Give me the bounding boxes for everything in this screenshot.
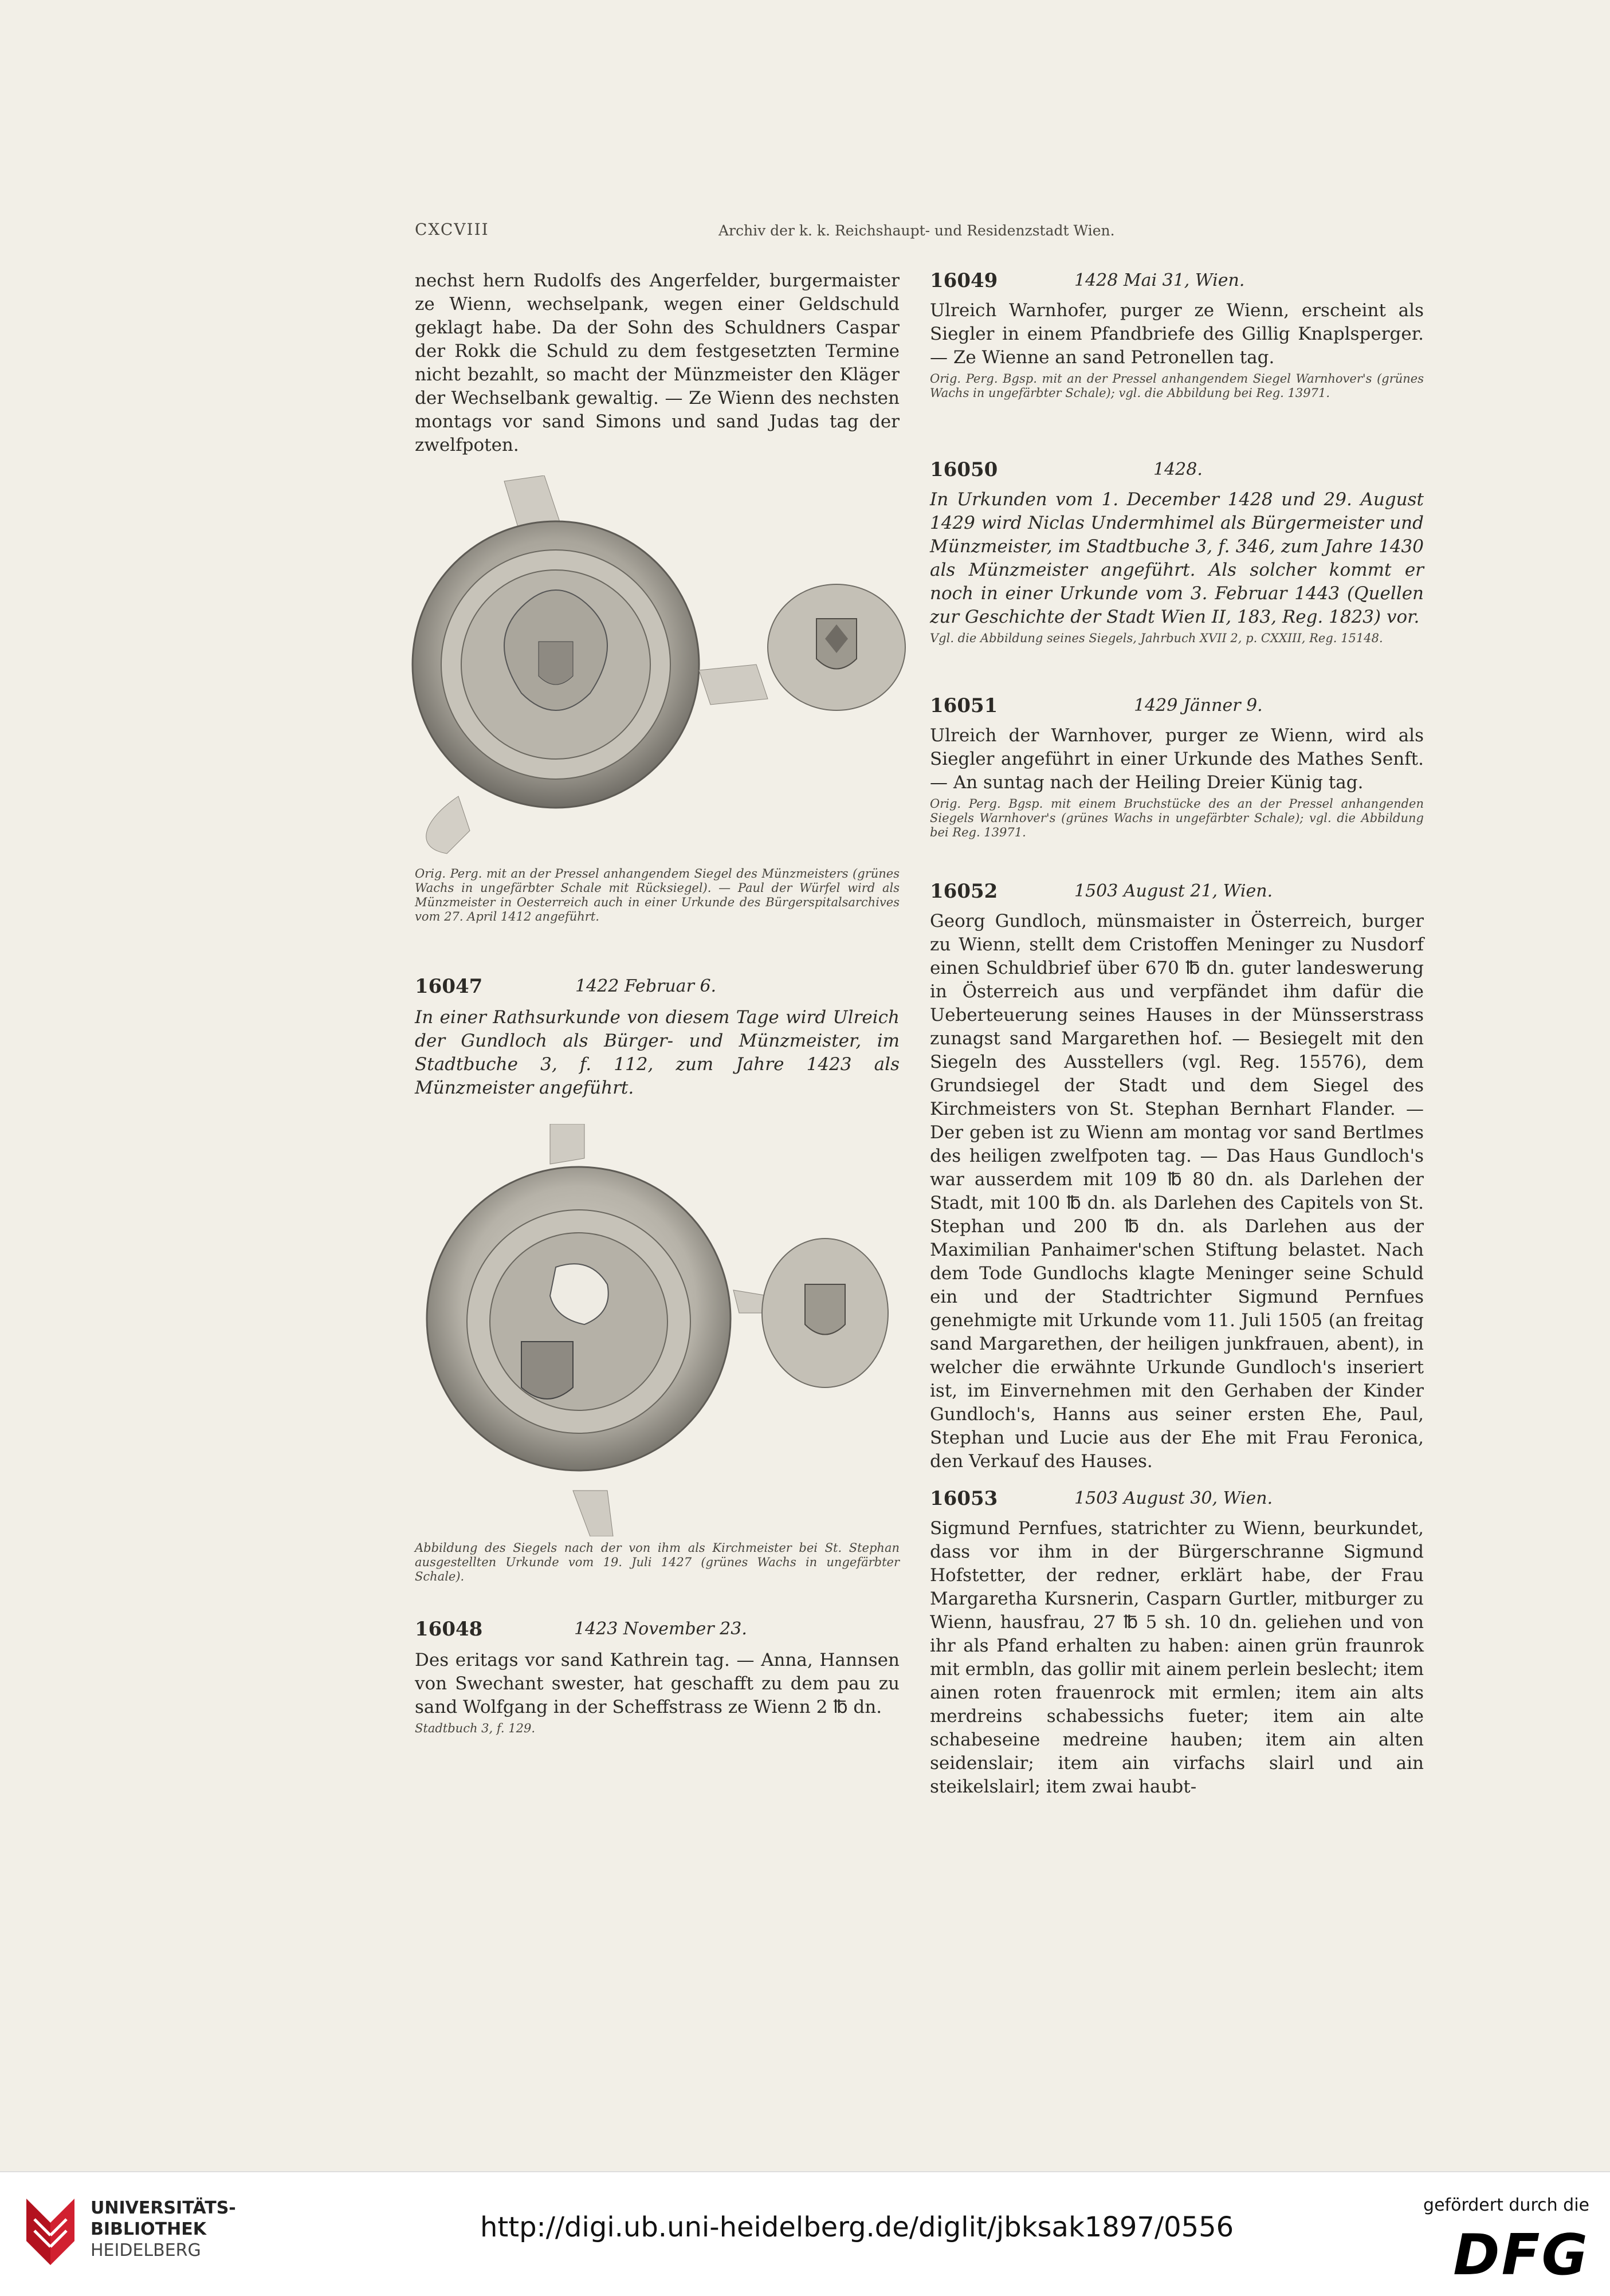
running-title: Archiv der k. k. Reichshaupt- und Residenzstadt Wien.	[718, 222, 1115, 239]
regest-number: 16050	[930, 458, 998, 481]
regest-note: Stadtbuch 3, f. 129.	[415, 1721, 535, 1735]
regest-note: Vgl. die Abbildung seines Siegels, Jahrbuch XVII 2, p. CXXIII, Reg. 15148.	[930, 631, 1383, 645]
regest-note: Orig. Perg. Bgsp. mit einem Bruchstücke des an der Pressel anhangenden Siegels Warnhover's (grünes Wachs in ungefärbter Schale); vgl. die Abbildung bei Reg. 13971.	[930, 797, 1424, 839]
continuation-text: nechst hern Rudolfs des Angerfelder, burgermaister ze Wienn, wechselpank, wegen einer Geldschuld geklagt habe. Da der Sohn des Schuldners Caspar der Rokk die Schuld zu dem festgesetzten Termine nicht bezahlt, so macht der Münzmeister den Kläger der Wechselbank gewaltig. — Ze Wienn des nechsten montags vor sand Simons und sand Judas tag der zwelfpoten.	[415, 270, 900, 455]
running-header	[415, 220, 1120, 245]
regest-text: Des eritags vor sand Kathrein tag. — Anna, Hannsen von Swechant swester, hat geschafft zu dem pau zu sand Wolfgang in der Scheffstrass ze Wienn 2 ℔ dn.	[415, 1650, 900, 1717]
caption-seal-1: Orig. Perg. mit an der Pressel anhangendem Siegel des Münzmeisters (grünes Wachs in ungefärbter Schale mit Rücksiegel). — Paul der Würfel wird als Münzmeister in Oesterreich auch in einer Urkunde des Bürgerspitalsarchives vom 27. April 1412 angeführt.	[415, 867, 900, 923]
regest-heading	[415, 975, 900, 1002]
regest-heading	[930, 269, 1424, 297]
regest-text: In Urkunden vom 1. December 1428 und 29. August 1429 wird Niclas Undermhimel als Bürgermeister und Münzmeister, im Stadtbuche 3, f. 346, zum Jahre 1430 als Münzmeister angeführt. Als solcher kommt er noch in einer Urkunde vom 3. Februar 1443 (Quellen zur Geschichte der Stadt Wien II, 183, Reg. 1823) vor.	[930, 489, 1424, 627]
digitization-footer	[0, 2171, 1610, 2296]
regest-text: Ulreich Warnhofer, purger ze Wienn, erscheint als Siegler in einem Pfandbriefe des Gillig Knaplsperger. — Ze Wienne an sand Petronellen tag.	[930, 300, 1424, 368]
dfg-logo: DFG	[1453, 2223, 1589, 2288]
regest-date: 1429 Jänner 9.	[1134, 695, 1263, 715]
seal-figure-1	[390, 475, 917, 865]
regest-16048	[415, 1618, 900, 1736]
caption-seal-2: Abbildung des Siegels nach der von ihm als Kirchmeister bei St. Stephan ausgestellten Urkunde vom 19. Juli 1427 (grünes Wachs in ungefärbter Schale).	[415, 1541, 900, 1583]
regest-text: In einer Rathsurkunde von diesem Tage wird Ulreich der Gundloch als Bürger- und Münzmeister, im Stadtbuche 3, f. 112, zum Jahre 1423 als Münzmeister angeführt.	[415, 1007, 900, 1098]
permalink-url[interactable]: http://digi.ub.uni-heidelberg.de/diglit/jbksak1897/0556	[480, 2211, 1234, 2243]
regest-date: 1422 Februar 6.	[575, 976, 717, 996]
regest-number: 16053	[930, 1487, 998, 1510]
library-logo-icon	[23, 2196, 78, 2267]
funding-note: gefördert durch die	[1423, 2195, 1589, 2215]
regest-note: Orig. Perg. Bgsp. mit an der Pressel anhangendem Siegel Warnhover's (grünes Wachs in ungefärbter Schale); vgl. die Abbildung bei Reg. 13971.	[930, 372, 1424, 400]
library-line-2: BIBLIOTHEK	[91, 2219, 206, 2239]
regest-16051	[930, 694, 1424, 840]
library-name	[91, 2197, 236, 2261]
left-continuation	[415, 269, 900, 457]
regest-16049	[930, 269, 1424, 400]
regest-text: Georg Gundloch, münsmaister in Österreich, burger zu Wienn, stellt dem Cristoffen Meninger zu Nusdorf einen Schuldbrief über 670 ℔ dn. guter landeswerung in Österreich aus und verpfändet ihm dafür die Ueberteuerung seines Hauses in der Münsserstrass zunagst sand Margarethen hof. — Besiegelt mit den Siegeln des Ausstellers (vgl. Reg. 15576), dem Grundsiegel der Stadt und dem Siegel des Kirchmeisters von St. Stephan Bernhart Flander. — Der geben ist zu Wienn am montag vor sand Bertlmes des heiligen zwelfpoten tag. — Das Haus Gundloch's war ausserdem mit 109 ℔ 80 dn. als Darlehen der Stadt, mit 100 ℔ dn. als Darlehen des Capitels von St. Stephan und 200 ℔ dn. als Darlehen aus der Maximilian Panhaimer'schen Stiftung belastet. Nach dem Tode Gundlochs klagte Meninger seine Schuld ein und der Stadtrichter Sigmund Pernfues genehmigte mit Urkunde vom 11. Juli 1505 (an freitag sand Margarethen, der heiligen junkfrauen, abent), in welcher die erwähnte Urkunde Gundloch's inseriert ist, im Einvernehmen mit den Gerhaben der Kinder Gundloch's, Hanns aus seiner ersten Ehe, Paul, Stephan und Lucie aus der Ehe mit Frau Feronica, den Verkauf des Hauses.	[930, 911, 1424, 1472]
regest-date: 1503 August 21, Wien.	[1074, 881, 1273, 901]
seal-figure-2	[401, 1124, 911, 1536]
regest-number: 16047	[415, 975, 483, 998]
regest-heading	[415, 1618, 900, 1645]
library-line-1: UNIVERSITÄTS-	[91, 2198, 236, 2218]
regest-heading	[930, 880, 1424, 907]
library-line-3: HEIDELBERG	[91, 2240, 201, 2260]
regest-16050	[930, 458, 1424, 646]
regest-number: 16048	[415, 1618, 483, 1641]
regest-heading	[930, 694, 1424, 722]
regest-number: 16051	[930, 694, 998, 717]
regest-16053	[930, 1487, 1424, 1799]
regest-date: 1423 November 23.	[574, 1619, 747, 1639]
regest-number: 16052	[930, 880, 998, 903]
regest-text: Sigmund Pernfues, statrichter zu Wienn, beurkundet, dass vor ihm in der Bürgerschranne Sigmund Hofstetter, der redner, erklärt habe, der Frau Margaretha Kursnerin, Casparn Gurtler, mitburger zu Wienn, hausfrau, 27 ℔ 5 sh. 10 dn. geliehen und von ihr als Pfand erhalten zu haben: ainen grün fraunrok mit ermbln, das gollir mit ainem perlein beslecht; item ainen roten frauenrock mit ermlen; item ain alts merdreins schabessichs fueter; item ain alte schabeseine medreine hauben; item ain alten seidenslair; item ain virfachs slairl und ain steikelslairl; item zwai haubt-	[930, 1518, 1424, 1797]
regest-text: Ulreich der Warnhover, purger ze Wienn, wird als Siegler angeführt in einer Urkunde des Mathes Senft. — An suntag nach der Heiling Dreier Künig tag.	[930, 725, 1424, 793]
regest-16047	[415, 975, 900, 1100]
regest-number: 16049	[930, 269, 998, 292]
page-number: CXCVIII	[415, 220, 489, 239]
regest-heading	[930, 458, 1424, 486]
regest-date: 1503 August 30, Wien.	[1074, 1488, 1273, 1508]
regest-date: 1428.	[1153, 459, 1203, 479]
regest-16052	[930, 880, 1424, 1473]
regest-date: 1428 Mai 31, Wien.	[1074, 270, 1245, 290]
regest-heading	[930, 1487, 1424, 1515]
